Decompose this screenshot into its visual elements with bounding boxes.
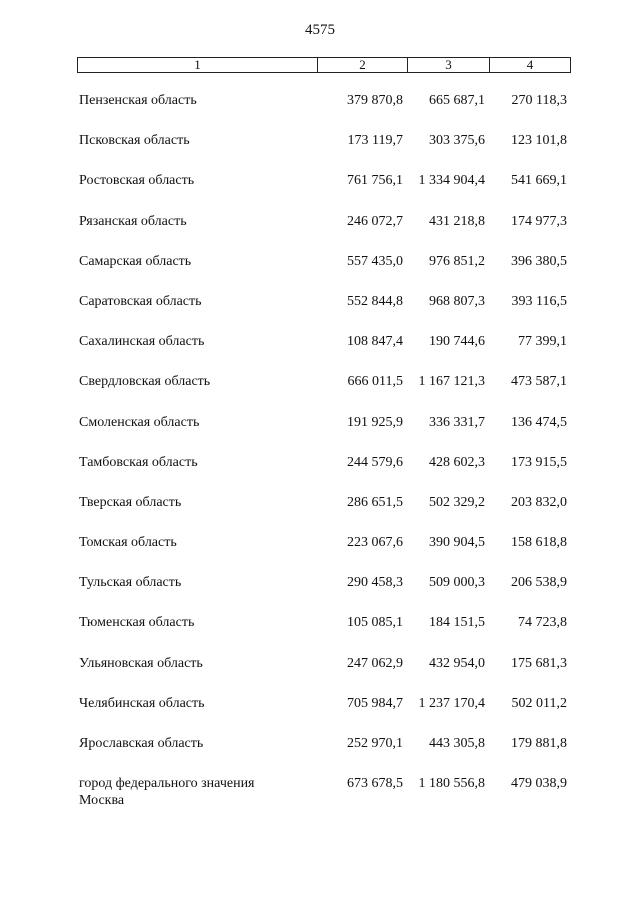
value-col-3: 1 180 556,8 (418, 776, 485, 792)
table-row (0, 655, 640, 695)
value-col-3: 1 237 170,4 (418, 695, 485, 711)
region-name: Тамбовская область (79, 454, 198, 470)
region-name: Ульяновская область (79, 655, 203, 671)
value-col-4: 175 681,3 (511, 655, 567, 671)
region-name: Тюменская область (79, 615, 195, 631)
table-row (0, 695, 640, 735)
header-col-2: 2 (318, 58, 408, 72)
region-name: Ярославская область (79, 736, 204, 751)
value-col-4: 270 118,3 (511, 93, 567, 108)
region-name: Самарская область (79, 253, 192, 269)
region-name: город федерального значения Москва (79, 776, 255, 809)
region-name: Свердловская область (79, 374, 211, 390)
value-col-2: 247 062,9 (347, 655, 403, 671)
table-row (0, 172, 640, 212)
value-col-3: 190 744,6 (429, 334, 485, 350)
value-col-4: 136 474,5 (511, 414, 567, 430)
value-col-4: 77 399,1 (518, 334, 567, 350)
table-row (0, 333, 640, 373)
value-col-3: 184 151,5 (429, 615, 485, 631)
table-row (0, 534, 640, 574)
value-col-4: 206 538,9 (511, 575, 567, 591)
table-row (0, 454, 640, 494)
value-col-4: 74 723,8 (518, 615, 567, 631)
value-col-2: 379 870,8 (347, 93, 403, 108)
header-col-1: 1 (78, 58, 318, 72)
value-col-3: 502 329,2 (429, 494, 485, 510)
value-col-2: 105 085,1 (347, 615, 403, 631)
value-col-4: 541 669,1 (511, 173, 567, 189)
table-row (0, 132, 640, 172)
value-col-3: 443 305,8 (429, 736, 485, 751)
value-col-3: 665 687,1 (429, 93, 485, 108)
table-row (0, 414, 640, 454)
region-name: Псковская область (79, 133, 190, 149)
region-name: Тульская область (79, 575, 182, 591)
value-col-3: 968 807,3 (429, 293, 485, 309)
table-body (0, 92, 640, 815)
value-col-2: 223 067,6 (347, 535, 403, 551)
value-col-3: 1 167 121,3 (418, 374, 485, 390)
value-col-3: 303 375,6 (429, 133, 485, 149)
value-col-2: 244 579,6 (347, 454, 403, 470)
value-col-2: 290 458,3 (347, 575, 403, 591)
value-col-2: 761 756,1 (347, 173, 403, 189)
region-name: Томская область (79, 535, 177, 551)
value-col-2: 191 925,9 (347, 414, 403, 430)
value-col-2: 673 678,5 (347, 776, 403, 792)
value-col-4: 393 116,5 (511, 293, 567, 309)
value-col-3: 428 602,3 (429, 454, 485, 470)
page-number: 4575 (305, 22, 335, 38)
value-col-4: 473 587,1 (511, 374, 567, 390)
table-row (0, 735, 640, 775)
region-name: Саратовская область (79, 293, 202, 309)
region-name: Ростовская область (79, 173, 195, 189)
table-row (0, 614, 640, 654)
value-col-4: 396 380,5 (511, 253, 567, 269)
region-name: Сахалинская область (79, 334, 205, 350)
value-col-4: 123 101,8 (511, 133, 567, 149)
region-name: Тверская область (79, 494, 182, 510)
value-col-3: 432 954,0 (429, 655, 485, 671)
region-name: Рязанская область (79, 213, 187, 229)
region-name: Пензенская область (79, 93, 197, 108)
value-col-4: 502 011,2 (511, 695, 567, 711)
table-row (0, 775, 640, 815)
table-row (0, 494, 640, 534)
value-col-2: 666 011,5 (347, 374, 403, 390)
table-row (0, 373, 640, 413)
value-col-3: 431 218,8 (429, 213, 485, 229)
value-col-3: 390 904,5 (429, 535, 485, 551)
value-col-4: 479 038,9 (511, 776, 567, 792)
table-row (0, 92, 640, 132)
value-col-3: 336 331,7 (429, 414, 485, 430)
value-col-4: 173 915,5 (511, 454, 567, 470)
table-row (0, 574, 640, 614)
header-col-3: 3 (408, 58, 490, 72)
value-col-2: 173 119,7 (347, 133, 403, 149)
region-name: Челябинская область (79, 695, 205, 711)
table-row (0, 253, 640, 293)
value-col-3: 976 851,2 (429, 253, 485, 269)
value-col-2: 557 435,0 (347, 253, 403, 269)
table-row (0, 293, 640, 333)
value-col-3: 1 334 904,4 (418, 173, 485, 189)
value-col-4: 179 881,8 (511, 736, 567, 751)
value-col-2: 108 847,4 (347, 334, 403, 350)
value-col-2: 552 844,8 (347, 293, 403, 309)
region-name: Смоленская область (79, 414, 200, 430)
value-col-2: 286 651,5 (347, 494, 403, 510)
value-col-4: 174 977,3 (511, 213, 567, 229)
table-row (0, 213, 640, 253)
value-col-4: 158 618,8 (511, 535, 567, 551)
value-col-3: 509 000,3 (429, 575, 485, 591)
header-col-4: 4 (526, 57, 534, 72)
value-col-4: 203 832,0 (511, 494, 567, 510)
value-col-2: 252 970,1 (347, 736, 403, 751)
table-header (77, 57, 571, 73)
value-col-2: 246 072,7 (347, 213, 403, 229)
value-col-2: 705 984,7 (347, 695, 403, 711)
